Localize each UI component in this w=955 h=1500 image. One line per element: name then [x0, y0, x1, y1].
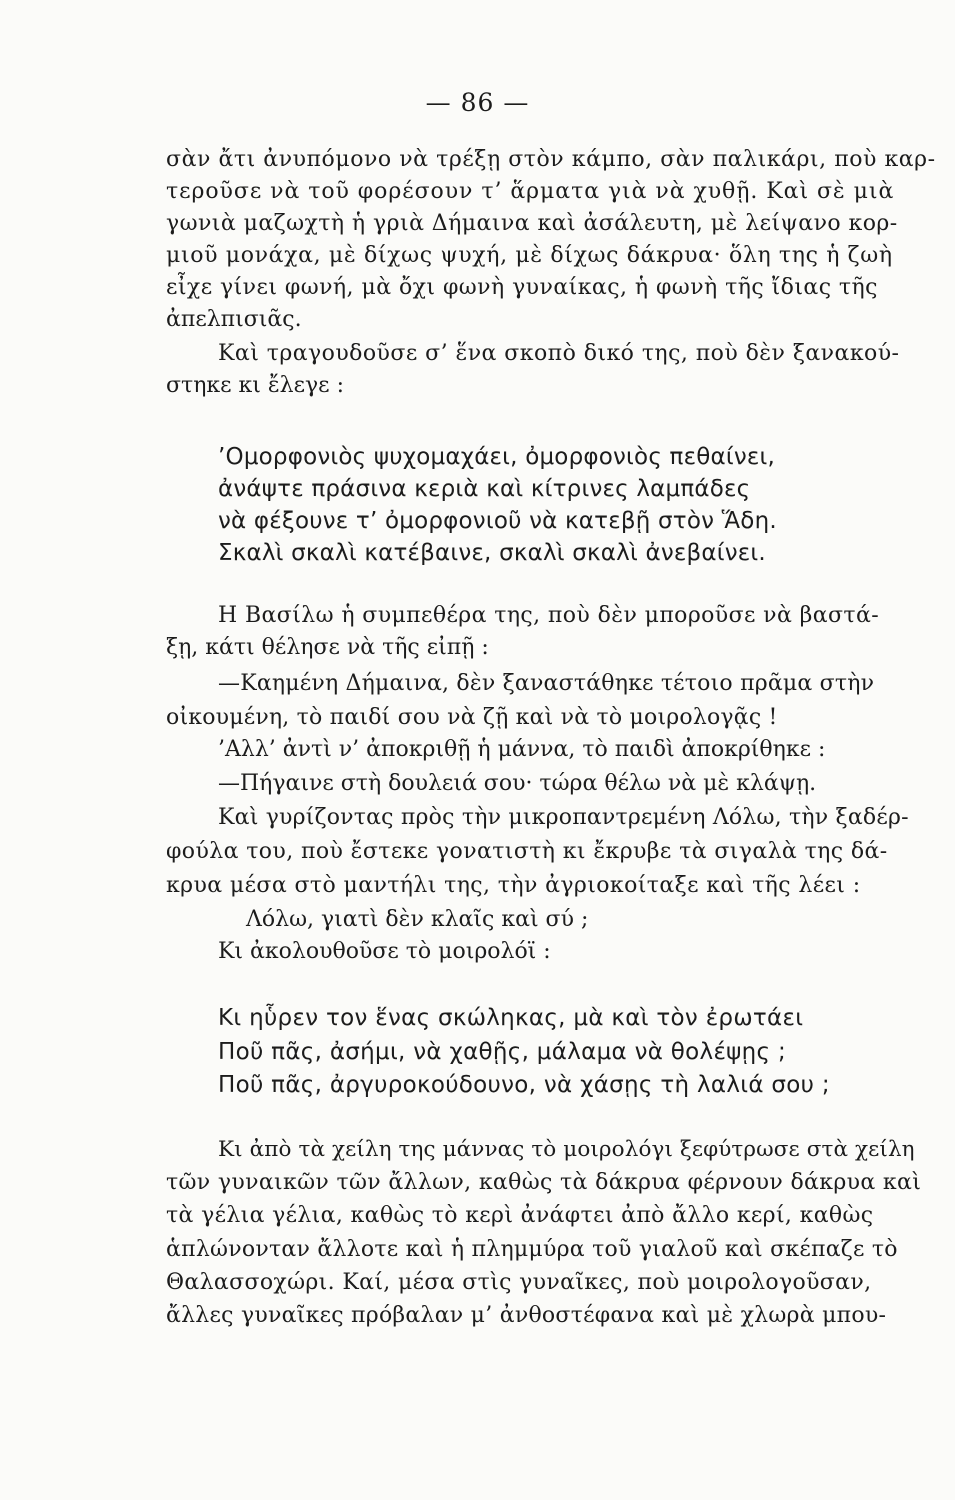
verse-line: ’Ομορφονιὸς ψυχομαχάει, ὀμορφονιὸς πεθαίνει,	[218, 444, 775, 470]
text-line: Λόλω, γιατὶ δὲν κλαῖς καὶ σύ ;	[246, 907, 589, 932]
text-line: οἰκουμένη, τὸ παιδί σου νὰ ζῇ καὶ νὰ τὸ μοιρολογᾷς !	[166, 705, 778, 730]
verse-line: Ποῦ πᾶς, ἀσήμι, νὰ χαθῇς, μάλαμα νὰ θολέψῃς ;	[218, 1039, 786, 1065]
text-line: εἶχε γίνει φωνή, μὰ ὄχι φωνὴ γυναίκας, ἡ φωνὴ τῆς ἴδιας τῆς	[166, 275, 878, 300]
text-line: γωνιὰ μαζωχτὴ ἡ γριὰ Δήμαινα καὶ ἀσάλευτη, μὲ λείψανο κορ-	[166, 211, 898, 236]
text-line: ξῃ, κάτι θέλησε νὰ τῆς εἰπῇ :	[166, 635, 489, 660]
text-line: ἄλλες γυναῖκες πρόβαλαν μ’ ἀνθοστέφανα καὶ μὲ χλωρὰ μπου-	[166, 1303, 887, 1328]
text-line: —Καημένη Δήμαινα, δὲν ξαναστάθηκε τέτοιο πρᾶμα στὴν	[218, 671, 875, 696]
text-line: Θαλασσοχώρι. Καί, μέσα στὶς γυναῖκες, ποὺ μοιρολογοῦσαν,	[166, 1270, 872, 1295]
text-line: ’Αλλ’ ἀντὶ ν’ ἀποκριθῇ ἡ μάννα, τὸ παιδὶ ἀποκρίθηκε :	[218, 737, 826, 762]
text-line: τῶν γυναικῶν τῶν ἄλλων, καθὼς τὰ δάκρυα φέρνουν δάκρυα καὶ	[166, 1170, 922, 1195]
text-line: τεροῦσε νὰ τοῦ φορέσουν τ’ ἅρματα γιὰ νὰ χυθῇ. Καὶ σὲ μιὰ	[166, 179, 895, 204]
text-line: τὰ γέλια γέλια, καθὼς τὸ κερὶ ἀνάφτει ἀπὸ ἄλλο κερί, καθὼς	[166, 1203, 874, 1228]
verse-line: Ποῦ πᾶς, ἀργυροκούδουνο, νὰ χάσῃς τὴ λαλιά σου ;	[218, 1072, 830, 1098]
verse-line: ἀνάψτε πράσινα κεριὰ καὶ κίτρινες λαμπάδες	[218, 476, 751, 502]
text-line: Κι ἀπὸ τὰ χείλη της μάννας τὸ μοιρολόγι ξεφύτρωσε στὰ χείλη	[218, 1137, 915, 1162]
text-line: μιοῦ μονάχα, μὲ δίχως ψυχή, μὲ δίχως δάκρυα· ὅλη της ἡ ζωὴ	[166, 243, 893, 268]
text-line: Καὶ τραγουδοῦσε σ’ ἕνα σκοπὸ δικό της, ποὺ δὲν ξανακού-	[218, 341, 900, 366]
text-line: κρυα μέσα στὸ μαντήλι της, τὴν ἀγριοκοίταξε καὶ τῆς λέει :	[166, 873, 861, 898]
text-line: ἁπλώνονταν ἄλλοτε καὶ ἡ πλημμύρα τοῦ γιαλοῦ καὶ σκέπαζε τὸ	[166, 1237, 898, 1262]
page-number: — 86 —	[425, 88, 530, 117]
verse-line: Σκαλὶ σκαλὶ κατέβαινε, σκαλὶ σκαλὶ ἀνεβαίνει.	[218, 540, 766, 566]
text-line: —Πήγαινε στὴ δουλειά σου· τώρα θέλω νὰ μὲ κλάψῃ.	[218, 771, 817, 796]
text-line: στηκε κι ἔλεγε :	[166, 373, 344, 398]
verse-line: νὰ φέξουνε τ’ ὀμορφονιοῦ νὰ κατεβῇ στὸν Ἅδη.	[218, 508, 777, 534]
text-line: Κι ἀκολουθοῦσε τὸ μοιρολόϊ :	[218, 939, 551, 964]
verse-line: Κι ηὗρεν τον ἕνας σκώληκας, μὰ καὶ τὸν ἐρωτάει	[218, 1005, 804, 1031]
text-line: σὰν ἄτι ἀνυπόμονο νὰ τρέξῃ στὸν κάμπο, σὰν παλικάρι, ποὺ καρ-	[166, 147, 936, 172]
text-line: Η Βασίλω ἡ συμπεθέρα της, ποὺ δὲν μποροῦσε νὰ βαστά-	[218, 603, 880, 628]
text-line: φούλα του, ποὺ ἔστεκε γονατιστὴ κι ἔκρυβε τὰ σιγαλὰ της δά-	[166, 839, 888, 864]
text-line: Καὶ γυρίζοντας πρὸς τὴν μικροπαντρεμένη Λόλω, τὴν ξαδέρ-	[218, 805, 909, 830]
text-line: ἀπελπισιᾶς.	[166, 307, 302, 332]
